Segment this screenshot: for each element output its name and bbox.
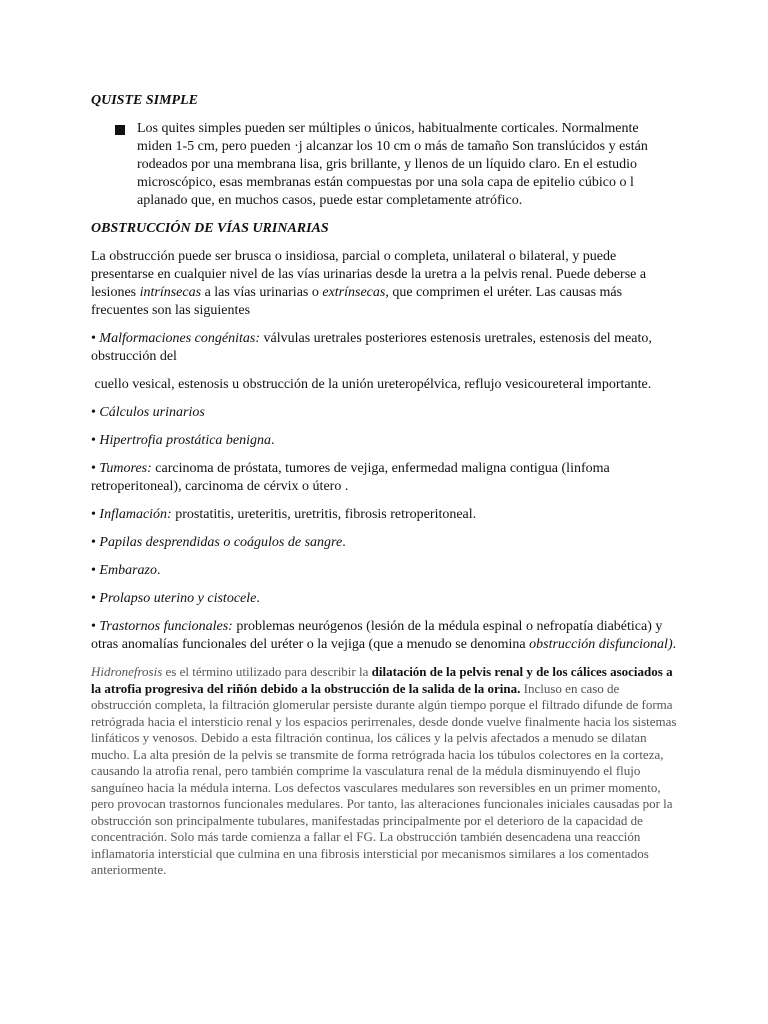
- cause-embarazo: • Embarazo.: [91, 563, 161, 578]
- section-title-quiste-simple: QUISTE SIMPLE: [91, 93, 198, 108]
- cause-papilas: • Papilas desprendidas o coágulos de sangre.: [91, 535, 346, 550]
- cause-trastornos: • Trastornos funcionales: problemas neurógenos (lesión de la médula espinal o nefropatía diabética) y otras anomalías funcionales del uréter o la vejiga (que a menudo se denomina obstrucción disfuncional).: [91, 619, 677, 652]
- document-content: [91, 92, 677, 889]
- quiste-bullet-text: Los quites simples pueden ser múltiples o únicos, habitualmente corticales. Normalmente miden 1-5 cm, pero pueden ·j alcanzar los 10 cm o más de tamaño Son translúcidos y están rodeados por una membrana lisa, gris brillante, y llenos de un líquido claro. En el estudio microscópico, esas membranas están compuestas por una sola capa de epitelio cúbico o l aplanado que, en muchos casos, puede estar completamente atrófico.: [137, 121, 648, 208]
- cause-malformaciones: • Malformaciones congénitas: válvulas uretrales posteriores estenosis uretrales, estenosis del meato, obstrucción del: [91, 331, 652, 364]
- section-title-obstruccion: OBSTRUCCIÓN DE VÍAS URINARIAS: [91, 221, 329, 236]
- quiste-bullet: [91, 120, 677, 210]
- square-bullet-icon: [115, 125, 125, 135]
- hidronefrosis-paragraph: Hidronefrosis es el término utilizado para describir la dilatación de la pelvis renal y de los cálices asociados a la atrofia progresiva del riñón debido a la obstrucción de la salida de la orina. Incluso en caso de obstrucción completa, la filtración glomerular persiste durante algún tiempo porque el filtrado difunde de forma retrógrada hacia el intersticio renal y los espacios perirrenales, desde donde vuelve finalmente hacia los sistemas linfáticos y venosos. Debido a esta filtración continua, los cálices y la pelvis afectados a menudo se dilatan mucho. La alta presión de la pelvis se transmite de forma retrógrada hacia los túbulos colectores en la corteza, causando la atrofia renal, pero también comprime la vasculatura renal de la médula disminuyendo el flujo sanguíneo hacia la médula interna. Los defectos vasculares medulares son reversibles en un primer momento, pero provocan trastornos funcionales medulares. Por tanto, las alteraciones funcionales iniciales causadas por la obstrucción son principalmente tubulares, manifestadas principalmente por el deterioro de la capacidad de concentración. Solo más tarde comienza a fallar el FG. La obstrucción también desencadena una reacción inflamatoria intersticial que culmina en una fibrosis intersticial por mecanismos similares a los comentados anteriormente.: [91, 664, 677, 877]
- cause-prolapso: • Prolapso uterino y cistocele.: [91, 591, 260, 606]
- cause-calculos: • Cálculos urinarios: [91, 405, 205, 420]
- cause-tumores: • Tumores: carcinoma de próstata, tumores de vejiga, enfermedad maligna contigua (linfoma retroperitoneal), carcinoma de cérvix o útero .: [91, 461, 610, 494]
- cause-inflamacion: • Inflamación: prostatitis, ureteritis, uretritis, fibrosis retroperitoneal.: [91, 507, 477, 522]
- cause-hipertrofia: • Hipertrofia prostática benigna.: [91, 433, 275, 448]
- obstruccion-intro: La obstrucción puede ser brusca o insidiosa, parcial o completa, unilateral o bilateral, y puede presentarse en cualquier nivel de las vías urinarias desde la uretra a la pelvis renal. Puede deberse a lesiones intrínsecas a las vías urinarias o extrínsecas, que comprimen el uréter. Las causas más frecuentes son las siguientes: [91, 249, 647, 318]
- cause-malformaciones-continued: cuello vesical, estenosis u obstrucción de la unión ureteropélvica, reflujo vesicoureteral importante.: [94, 377, 652, 392]
